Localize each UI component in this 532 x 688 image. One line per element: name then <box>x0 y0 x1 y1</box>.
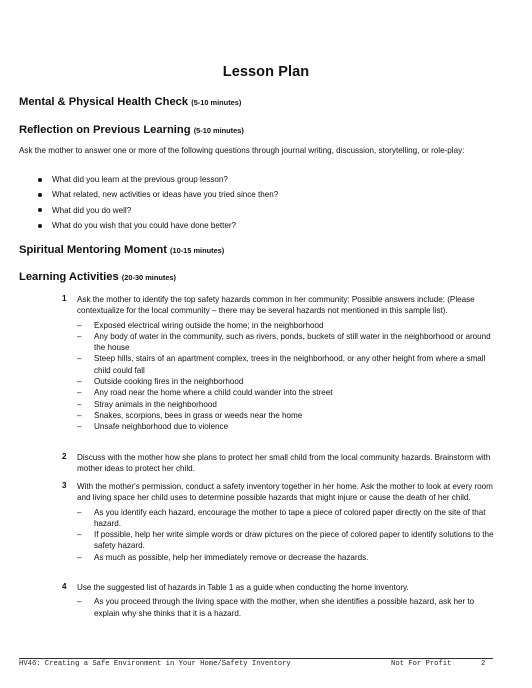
list-item: – As you identify each hazard, encourage the mother to tape a piece of colored paper directly on the site of that hazard. <box>77 507 486 528</box>
list-item: – Snakes, scorpions, bees in grass or weeds near the home <box>77 410 303 420</box>
footer-page-number: 2 <box>481 660 486 668</box>
list-item: – Exposed electrical wiring outside the home; in the neighborhood <box>77 320 324 330</box>
page-title: Lesson Plan <box>222 64 310 80</box>
item-number: 3 <box>62 481 67 490</box>
inventory-guidance <box>77 596 495 619</box>
item-text: Discuss with the mother how she plans to protect her small child from the local community hazards. Brainstorm with mother ideas to protect her child. <box>77 453 491 474</box>
item-text: With the mother's permission, conduct a safety inventory together in her home. Ask the mother to look at every room and living space her child uses to determine possible hazards that might injure or cause the death of her child. <box>77 482 493 503</box>
heading-reflection <box>19 124 244 136</box>
list-item: – Unsafe neighborhood due to violence <box>77 422 229 432</box>
heading-health-check <box>19 96 241 108</box>
footer-not-for-profit: Not For Profit <box>391 660 452 668</box>
heading-health-check-duration: (5-10 minutes) <box>191 98 242 107</box>
reflection-question: What did you learn at the previous group lesson? <box>52 172 502 187</box>
reflection-intro: Ask the mother to answer one or more of the following questions through journal writing, discussion, storytelling, or role-play: <box>19 146 465 155</box>
item-number: 2 <box>62 452 67 461</box>
hazard-list <box>77 320 495 433</box>
reflection-questions <box>52 172 502 234</box>
learning-item-1 <box>77 294 495 433</box>
list-item: – If possible, help her write simple words or draw pictures on the piece of colored paper to identify solutions to the safety hazard. <box>77 530 494 551</box>
inventory-steps <box>77 507 495 563</box>
bullet-dot <box>38 193 42 197</box>
bullet-dot <box>38 178 42 182</box>
item-text: Use the suggested list of hazards in Table 1 as a guide when conducting the home inventory. <box>77 583 409 592</box>
footer-document-title: HV46: Creating a Safe Environment in Your Home/Safety Inventory <box>19 660 291 668</box>
heading-reflection-duration: (5-10 minutes) <box>193 126 244 135</box>
list-item: – As you proceed through the living space with the mother, when she identifies a possible hazard, ask her to explain why she thinks that it is a hazard. <box>77 597 475 618</box>
list-item: – As much as possible, help her immediately remove or decrease the hazards. <box>77 552 369 562</box>
heading-learning <box>19 271 176 283</box>
heading-learning-duration: (20-30 minutes) <box>121 273 177 282</box>
learning-item-3 <box>77 481 495 563</box>
heading-health-check-text: Mental & Physical Health Check <box>19 96 189 108</box>
list-item: – Any body of water in the community, such as rivers, ponds, buckets of still water in the neighborhood or around the house <box>77 331 491 353</box>
heading-reflection-text: Reflection on Previous Learning <box>19 124 191 136</box>
footer-divider <box>19 658 493 659</box>
heading-learning-text: Learning Activities <box>19 271 119 283</box>
bullet-dot <box>38 224 42 228</box>
learning-item-2 <box>77 452 495 475</box>
reflection-question: What did you do well? <box>52 203 502 218</box>
heading-spiritual <box>19 244 224 256</box>
reflection-question: What do you wish that you could have done better? <box>52 218 502 233</box>
list-item: – Stray animals in the neighborhood <box>77 399 217 409</box>
item-text: Ask the mother to identify the top safety hazards common in her community: Possible answers include: (Please contextualize for the local community – there may be several hazards not mentioned in this sample list). <box>77 295 475 316</box>
list-item: – Outside cooking fires in the neighborhood <box>77 377 244 387</box>
item-number: 1 <box>62 294 67 303</box>
list-item: – Any road near the home where a child could wander into the street <box>77 388 333 398</box>
item-number: 4 <box>62 582 67 591</box>
bullet-dot <box>38 208 42 212</box>
heading-spiritual-duration: (10-15 minutes) <box>170 246 225 255</box>
reflection-question: What related, new activities or ideas have you tried since then? <box>52 187 502 202</box>
learning-item-4 <box>77 582 495 619</box>
list-item: – Steep hills, stairs of an apartment complex, trees in the neighborhood, or any other height from where a small child could fall <box>77 354 486 375</box>
heading-spiritual-text: Spiritual Mentoring Moment <box>19 244 167 256</box>
